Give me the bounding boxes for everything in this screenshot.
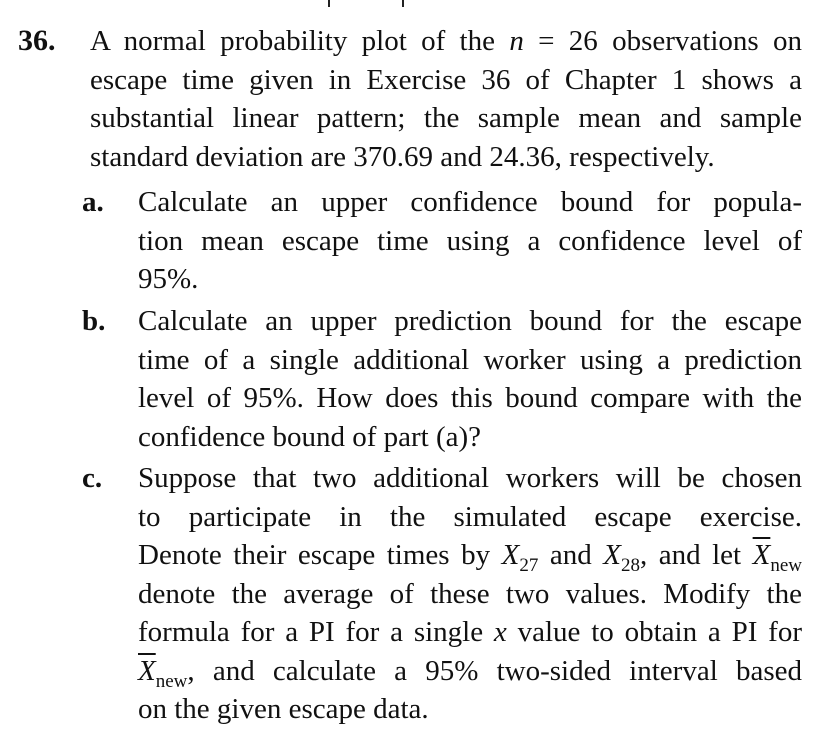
exercise-intro [90,22,802,176]
xbar-new-symbol: $\overline{X}$ [138,654,156,687]
exercise-number: 36. [18,24,56,57]
cropped-glyph [402,0,404,7]
part-line: to participate in the simulated escape exercise. [138,500,802,533]
intro-line-4: standard deviation are 370.69 and 24.36, respectively. [90,140,715,173]
part-line: level of 95%. How does this bound compare with the [138,382,802,414]
part-line: 95%. [138,263,199,295]
xbar-new-symbol: $\overline{X}$ [752,539,771,571]
part-line: time of a single additional worker using a prediction [138,343,802,376]
intro-line-3: substantial linear pattern; the sample mean and sample [90,102,802,134]
part-line: on the given escape data. [138,693,429,725]
part-label: c. [82,462,103,494]
part-label: a. [82,186,104,218]
part-line: formula for a PI for a single x value to obtain a PI for [138,616,802,648]
part-line: $\overline{X}_{new}$, and calculate a 95% two-sided interval based [138,654,802,692]
part-line: Suppose that two additional workers will be chosen [138,462,802,494]
part-text [138,302,802,456]
part-text [138,459,802,729]
cropped-glyph [328,0,330,7]
part-label: b. [82,305,106,337]
intro-line-2: escape time given in Exercise 36 of Chapter 1 shows a [90,63,802,96]
intro-line-1: A normal probability plot of the n = 26 observations on [90,25,802,57]
part-line: Calculate an upper confidence bound for popula- [138,186,802,218]
part-line: confidence bound of part (a)? [138,420,482,453]
part-line: denote the average of these two values. Modify the [138,577,802,610]
part-line: Denote their escape times by $X_{27}$ and $X_{28}$, and let $\overline{X}_{new}$ [138,539,802,576]
cropped-previous-line [0,0,816,8]
part-line: Calculate an upper prediction bound for the escape [138,305,802,337]
part-text [138,183,802,299]
part-line: tion mean escape time using a confidence level of [138,224,802,257]
